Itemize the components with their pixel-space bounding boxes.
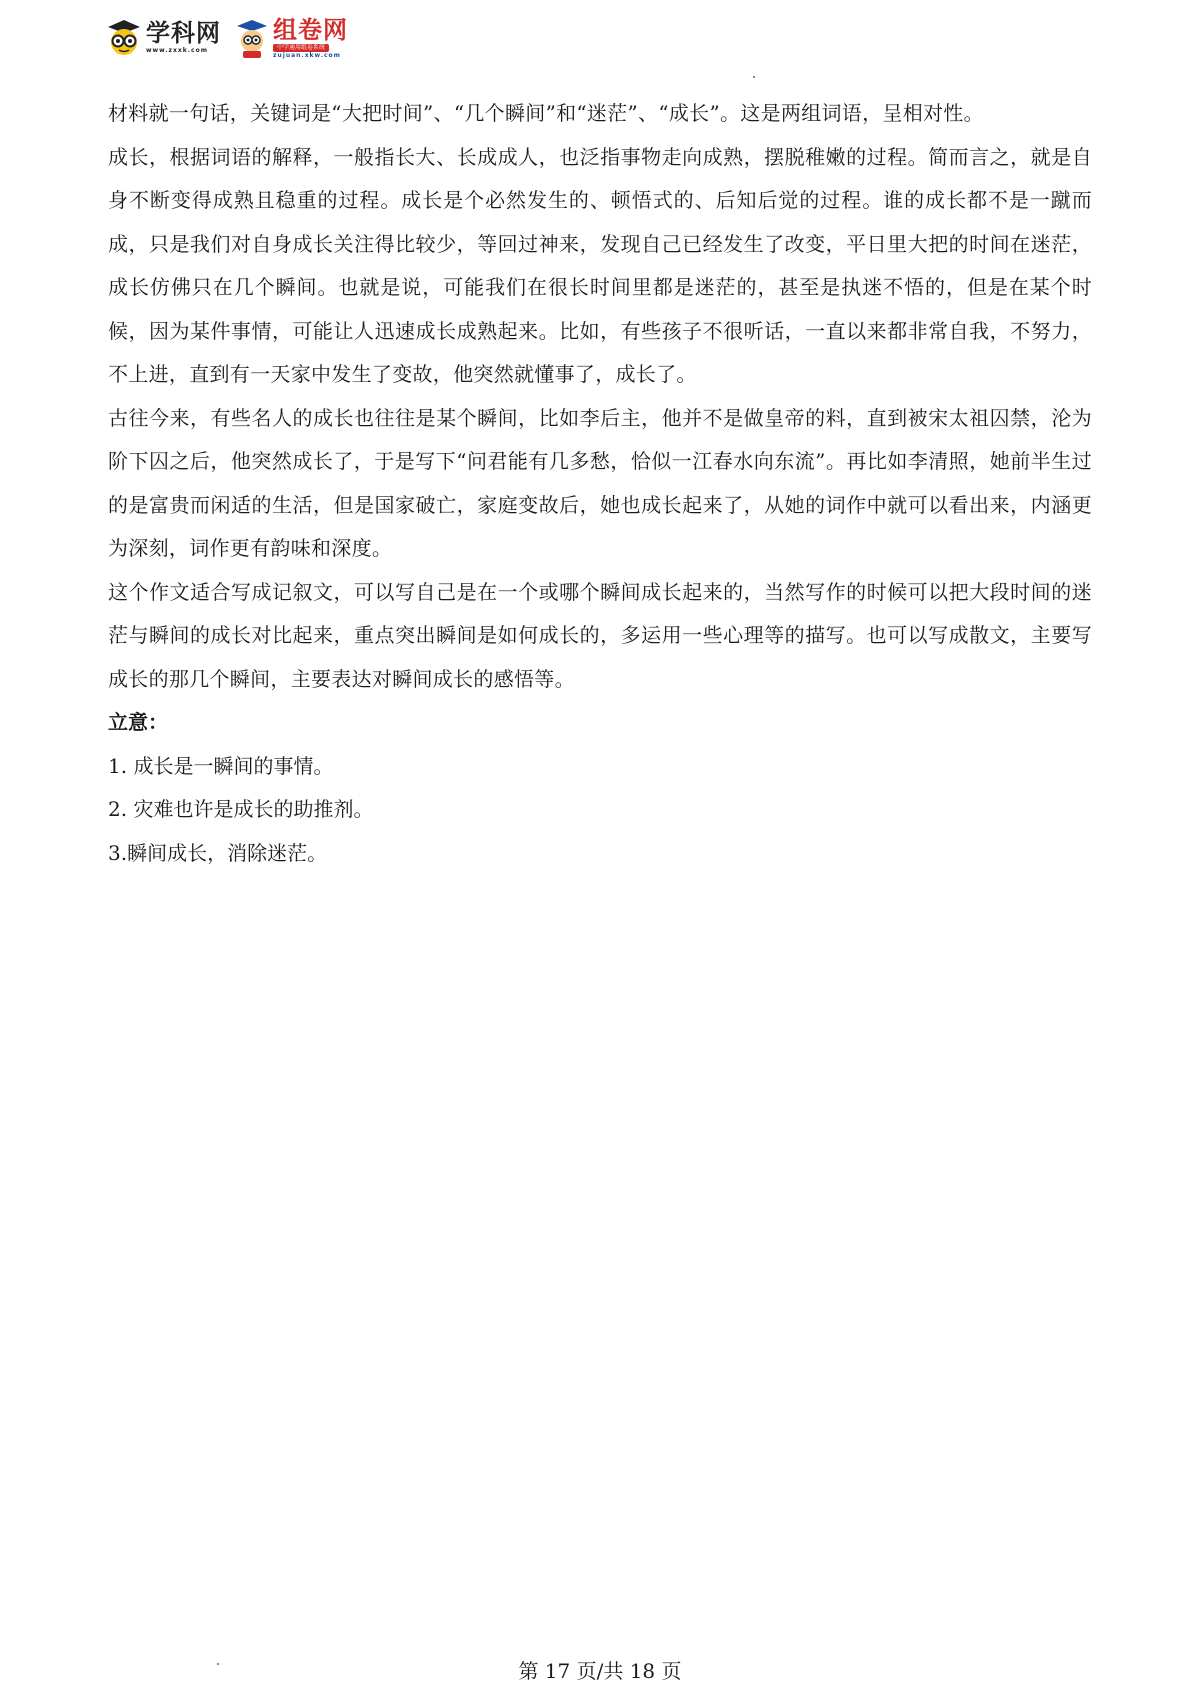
document-body bbox=[108, 92, 1092, 875]
xuekewang-logo bbox=[106, 18, 221, 56]
theme-item: 2. 灾难也许是成长的助推剂。 bbox=[108, 797, 374, 821]
logo1-title: 学科网 bbox=[146, 18, 221, 47]
zujuanwang-logo bbox=[235, 18, 348, 59]
logo2-subtitle: zujuan.xkw.com bbox=[273, 52, 341, 59]
theme-item: 3.瞬间成长，消除迷茫。 bbox=[108, 840, 328, 865]
logo2-title: 组卷网 bbox=[273, 16, 348, 44]
paragraph: 这个作文适合写成记叙文，可以写自己是在一个或哪个瞬间成长起来的，当然写作的时候可以把大段时间的迷茫与瞬间的成长对比起来，重点突出瞬间是如何成长的，多运用一些心理等的描写。也可以写成散文，主要写成长的那几个瞬间，主要表达对瞬间成长的感悟等。 bbox=[108, 579, 1092, 691]
paragraph: 材料就一句话，关键词是“大把时间”、“几个瞬间”和“迷茫”、“成长”。这是两组词语，呈相对性。 bbox=[108, 101, 984, 125]
page-number: 第 17 页/共 18 页 bbox=[518, 1659, 682, 1683]
theme-heading: 立意： bbox=[108, 710, 168, 734]
student-mascot-icon bbox=[235, 19, 269, 59]
paragraph-list bbox=[108, 92, 1092, 701]
logo2-badge: 中学通用组卷系统 bbox=[273, 44, 329, 52]
page-header bbox=[106, 18, 348, 68]
paragraph: 成长，根据词语的解释，一般指长大、长成成人，也泛指事物走向成熟，摆脱稚嫩的过程。简而言之，就是自身不断变得成熟且稳重的过程。成长是个必然发生的、顿悟式的、后知后觉的过程。谁的成长都不是一蹴而成，只是我们对自身成长关注得比较少，等回过神来，发现自己已经发生了改变，平日里大把的时间在迷茫，成长仿佛只在几个瞬间。也就是说，可能我们在很长时间里都是迷茫的，甚至是执迷不悟的，但是在某个时候，因为某件事情，可能让人迅速成长成熟起来。比如，有些孩子不很听话，一直以来都非常自我，不努力，不上进，直到有一天家中发生了变故，他突然就懂事了，成长了。 bbox=[108, 144, 1092, 386]
theme-item: 1. 成长是一瞬间的事情。 bbox=[108, 753, 334, 778]
owl-mascot-icon bbox=[106, 18, 142, 56]
paragraph: 古往今来，有些名人的成长也往往是某个瞬间，比如李后主，他并不是做皇帝的料，直到被宋太祖囚禁，沦为阶下囚之后，他突然成长了，于是写下“问君能有几多愁，恰似一江春水向东流”。再比如李清照，她前半生过的是富贵而闲适的生活，但是国家破亡，家庭变故后，她也成长起来了，从她的词作中就可以看出来，内涵更为深刻，词作更有韵味和深度。 bbox=[108, 405, 1092, 560]
scan-speck bbox=[753, 76, 755, 78]
logo1-subtitle: www.zxxk.com bbox=[146, 46, 208, 54]
